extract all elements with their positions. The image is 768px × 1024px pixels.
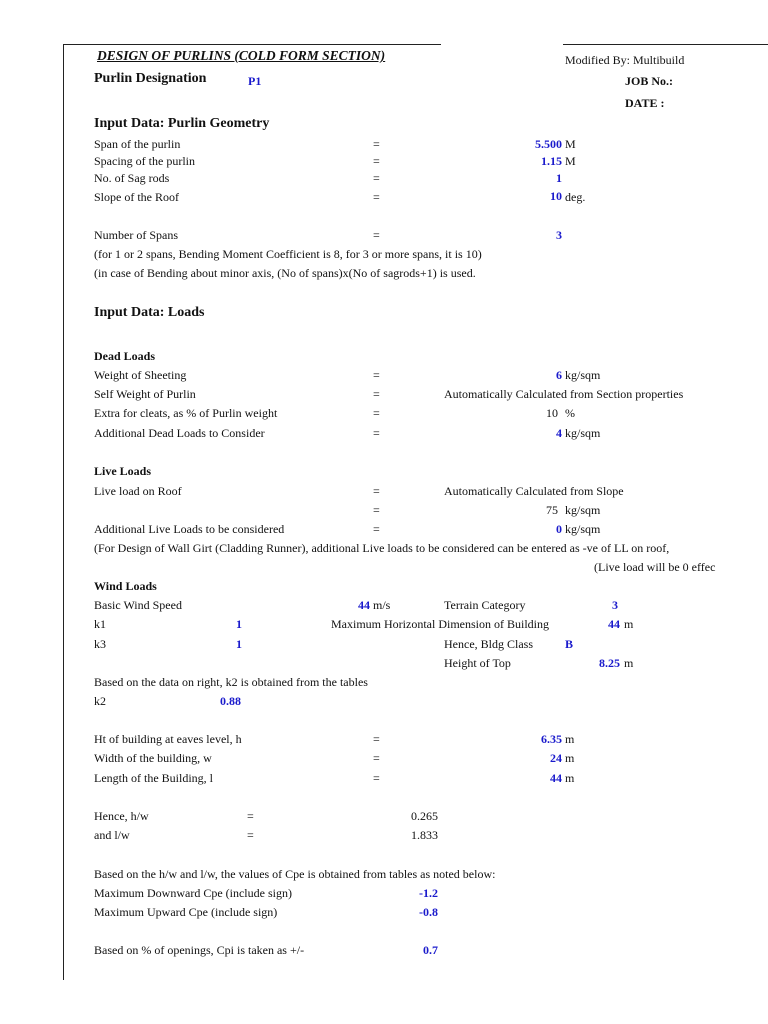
top-height-value[interactable]: 8.25 <box>599 656 620 670</box>
job-no-label: JOB No.: <box>625 74 673 88</box>
adddead-unit: kg/sqm <box>565 426 601 440</box>
cpe-down-label: Maximum Downward Cpe (include sign) <box>94 886 292 900</box>
length-label: Length of the Building, l <box>94 771 213 785</box>
liveroof-label: Live load on Roof <box>94 484 182 498</box>
width-value[interactable]: 24 <box>550 751 562 765</box>
sheeting-label: Weight of Sheeting <box>94 368 187 382</box>
page-title: DESIGN OF PURLINS (COLD FORM SECTION) <box>97 48 386 63</box>
modified-by: Modified By: Multibuild <box>565 53 685 67</box>
sheeting-eq: = <box>373 368 380 382</box>
length-eq: = <box>373 771 380 785</box>
slope-value[interactable]: 10 <box>550 189 562 203</box>
top-height-label: Height of Top <box>444 656 511 670</box>
bldg-class-label: Hence, Bldg Class <box>444 637 533 651</box>
eaves-height-unit: m <box>565 732 575 746</box>
dead-loads-heading: Dead Loads <box>94 349 156 363</box>
addlive-value[interactable]: 0 <box>556 522 562 536</box>
adddead-value[interactable]: 4 <box>556 426 562 440</box>
span-eq: = <box>373 137 380 151</box>
wind-loads-heading: Wind Loads <box>94 579 157 593</box>
span-label: Span of the purlin <box>94 137 181 151</box>
spacing-label: Spacing of the purlin <box>94 154 195 168</box>
sheeting-value[interactable]: 6 <box>556 368 562 382</box>
wall-girt-note: (For Design of Wall Girt (Cladding Runner), additional Live loads to be considered can be entered as -ve of LL on roof, <box>94 541 670 555</box>
lw-value: 1.833 <box>411 828 438 842</box>
liveroof-num: 75 <box>546 503 558 517</box>
k2-label: k2 <box>94 694 106 708</box>
span-value[interactable]: 5.500 <box>535 137 562 151</box>
k1-label: k1 <box>94 617 106 631</box>
date-label: DATE : <box>625 96 665 110</box>
cpe-note: Based on the h/w and l/w, the values of Cpe is obtained from tables as noted below: <box>94 867 496 881</box>
lw-eq: = <box>247 828 254 842</box>
addlive-unit: kg/sqm <box>565 522 601 536</box>
liveroof-eq: = <box>373 484 380 498</box>
sagrods-label: No. of Sag rods <box>94 171 170 185</box>
purlin-designation-label: Purlin Designation <box>94 71 207 86</box>
spans-value[interactable]: 3 <box>556 228 562 242</box>
bldg-class-value: B <box>565 637 574 651</box>
slope-unit: deg. <box>565 190 586 204</box>
sheeting-unit: kg/sqm <box>565 368 601 382</box>
liveroof-num-eq: = <box>373 503 380 517</box>
cpe-up-label: Maximum Upward Cpe (include sign) <box>94 905 278 919</box>
wind-speed-label: Basic Wind Speed <box>94 598 182 612</box>
sagrods-value[interactable]: 1 <box>556 171 562 185</box>
maxdim-unit: m <box>624 617 634 631</box>
top-border-right <box>563 44 768 45</box>
adddead-label: Additional Dead Loads to Consider <box>94 426 265 440</box>
live-load-zero-note: (Live load will be 0 effec <box>594 560 716 574</box>
loads-heading: Input Data: Loads <box>94 305 205 320</box>
addlive-label: Additional Live Loads to be considered <box>94 522 285 536</box>
width-eq: = <box>373 751 380 765</box>
purlin-designation-value[interactable]: P1 <box>248 74 262 88</box>
maxdim-value[interactable]: 44 <box>608 617 620 631</box>
cleats-label: Extra for cleats, as % of Purlin weight <box>94 406 278 420</box>
minor-axis-note: (in case of Bending about minor axis, (No of spans)x(No of sagrods+1) is used. <box>94 266 476 280</box>
width-unit: m <box>565 751 575 765</box>
length-value[interactable]: 44 <box>550 771 562 785</box>
top-height-unit: m <box>624 656 634 670</box>
geometry-heading: Input Data: Purlin Geometry <box>94 116 270 131</box>
adddead-eq: = <box>373 426 380 440</box>
hw-label: Hence, h/w <box>94 809 149 823</box>
terrain-value[interactable]: 3 <box>612 598 618 612</box>
cleats-unit: % <box>565 406 575 420</box>
spacing-eq: = <box>373 154 380 168</box>
k1-value[interactable]: 1 <box>236 617 242 631</box>
live-loads-heading: Live Loads <box>94 464 152 478</box>
spacing-value[interactable]: 1.15 <box>541 154 562 168</box>
selfweight-value: Automatically Calculated from Section properties <box>444 387 684 401</box>
slope-eq: = <box>373 190 380 204</box>
cleats-eq: = <box>373 406 380 420</box>
spans-eq: = <box>373 228 380 242</box>
width-label: Width of the building, w <box>94 751 212 765</box>
eaves-height-value[interactable]: 6.35 <box>541 732 562 746</box>
bm-coefficient-note: (for 1 or 2 spans, Bending Moment Coefficient is 8, for 3 or more spans, it is 10) <box>94 247 482 261</box>
span-unit: M <box>565 137 576 151</box>
selfweight-eq: = <box>373 387 380 401</box>
cleats-value[interactable]: 10 <box>546 406 558 420</box>
liveroof-unit: kg/sqm <box>565 503 601 517</box>
k3-label: k3 <box>94 637 106 651</box>
spans-label: Number of Spans <box>94 228 178 242</box>
selfweight-label: Self Weight of Purlin <box>94 387 196 401</box>
liveroof-value: Automatically Calculated from Slope <box>444 484 624 498</box>
addlive-eq: = <box>373 522 380 536</box>
hw-value: 0.265 <box>411 809 438 823</box>
spacing-unit: M <box>565 154 576 168</box>
slope-label: Slope of the Roof <box>94 190 179 204</box>
k2-note: Based on the data on right, k2 is obtained from the tables <box>94 675 368 689</box>
hw-eq: = <box>247 809 254 823</box>
left-border <box>63 44 64 980</box>
wind-speed-unit: m/s <box>373 598 391 612</box>
sagrods-eq: = <box>373 171 380 185</box>
cpi-label: Based on % of openings, Cpi is taken as +/- <box>94 943 305 957</box>
cpe-down-value[interactable]: -1.2 <box>419 886 438 900</box>
eaves-height-label: Ht of building at eaves level, h <box>94 732 242 746</box>
cpe-up-value[interactable]: -0.8 <box>419 905 438 919</box>
length-unit: m <box>565 771 575 785</box>
k2-value[interactable]: 0.88 <box>220 694 241 708</box>
wind-speed-value[interactable]: 44 <box>358 598 370 612</box>
k3-value[interactable]: 1 <box>236 637 242 651</box>
cpi-value[interactable]: 0.7 <box>423 943 438 957</box>
top-border-left <box>63 44 441 45</box>
terrain-label: Terrain Category <box>444 598 526 612</box>
maxdim-label: Maximum Horizontal Dimension of Building <box>331 617 549 631</box>
lw-label: and l/w <box>94 828 130 842</box>
eaves-height-eq: = <box>373 732 380 746</box>
